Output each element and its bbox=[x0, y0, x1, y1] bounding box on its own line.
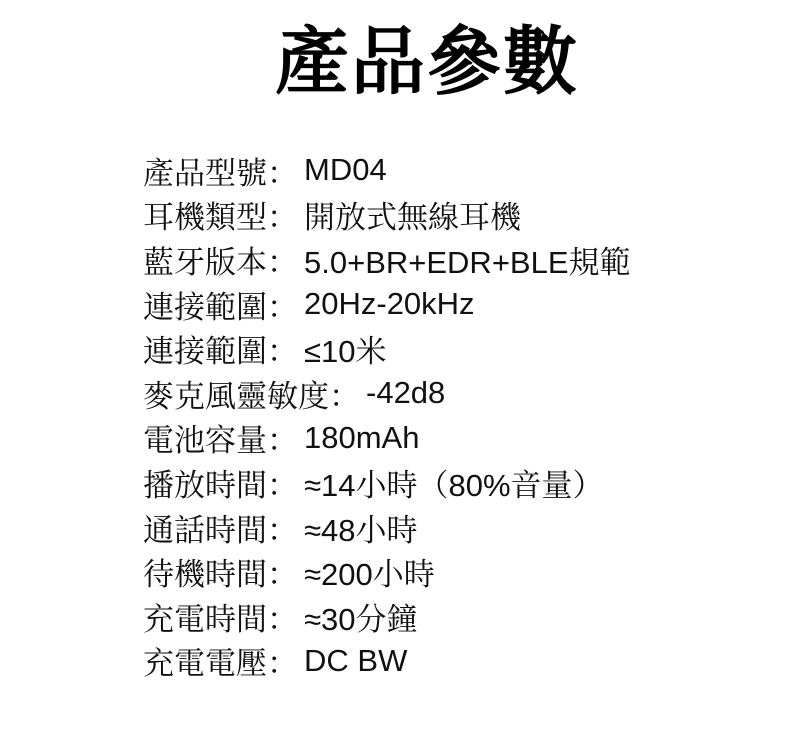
spec-label: 耳機類型： bbox=[143, 200, 298, 236]
spec-row-mic-sensitivity bbox=[143, 371, 631, 416]
spec-label: 待機時間： bbox=[143, 557, 298, 593]
spec-value: DC BW bbox=[304, 642, 408, 678]
spec-row-earphone-type bbox=[143, 193, 631, 238]
spec-value: 20Hz-20kHz bbox=[304, 286, 475, 322]
spec-row-talk-time bbox=[143, 505, 631, 550]
spec-row-playback-time bbox=[143, 460, 631, 505]
spec-value: ≈200小時 bbox=[304, 557, 435, 593]
spec-row-bluetooth-version bbox=[143, 237, 631, 282]
spec-label: 播放時間： bbox=[143, 467, 298, 503]
spec-value: -42d8 bbox=[366, 375, 446, 411]
spec-value: 5.0+BR+EDR+BLE規範 bbox=[304, 244, 631, 280]
spec-value: 180mAh bbox=[304, 419, 420, 455]
spec-label: 藍牙版本： bbox=[143, 244, 298, 280]
spec-value: ≈14小時（80%音量） bbox=[304, 467, 604, 503]
spec-label: 麥克風靈敏度： bbox=[143, 378, 360, 414]
spec-row-charge-time bbox=[143, 594, 631, 639]
spec-label: 充電時間： bbox=[143, 601, 298, 637]
spec-label: 通話時間： bbox=[143, 512, 298, 548]
page-title: 產品參數 bbox=[275, 20, 579, 103]
spec-value: ≤10米 bbox=[304, 334, 387, 370]
spec-row-charge-voltage bbox=[143, 639, 631, 684]
spec-value: ≈48小時 bbox=[304, 512, 418, 548]
spec-row-model bbox=[143, 148, 631, 193]
spec-value: 開放式無線耳機 bbox=[304, 200, 521, 236]
spec-row-frequency-range bbox=[143, 282, 631, 327]
spec-row-connection-distance bbox=[143, 326, 631, 371]
spec-list bbox=[143, 148, 631, 683]
spec-label: 電池容量： bbox=[143, 423, 298, 459]
spec-row-battery-capacity bbox=[143, 416, 631, 461]
spec-value: ≈30分鐘 bbox=[304, 601, 418, 637]
spec-row-standby-time bbox=[143, 549, 631, 594]
spec-label: 連接範圍： bbox=[143, 289, 298, 325]
spec-value: MD04 bbox=[304, 152, 387, 188]
spec-label: 連接範圍： bbox=[143, 334, 298, 370]
spec-label: 充電電壓： bbox=[143, 646, 298, 682]
spec-label: 產品型號： bbox=[143, 155, 298, 191]
